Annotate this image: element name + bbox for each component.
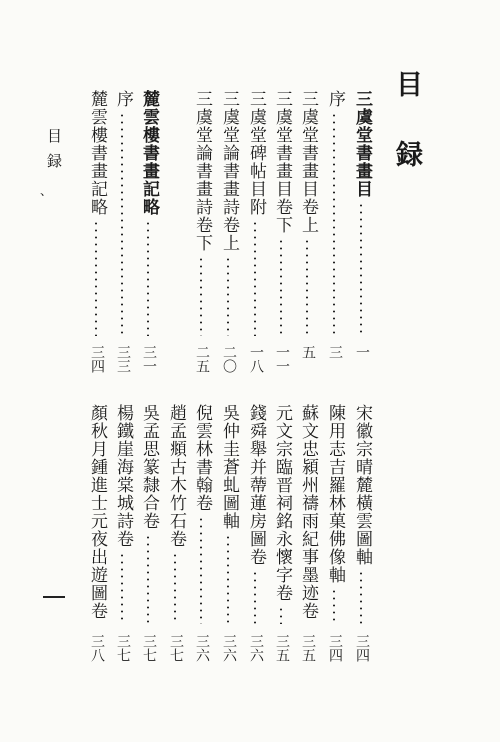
toc-entry-title: 元文宗臨晋祠銘永懷字卷: [272, 404, 292, 602]
toc-entry-title: 錢舜舉并蔕蓮房圖卷: [246, 404, 266, 566]
toc-entry[interactable]: [137, 90, 161, 385]
toc-entry-title: 序: [113, 90, 133, 108]
toc-entry-title: 倪雲林書翰卷: [192, 404, 212, 512]
toc-entry-title: 三虞堂書畫目: [352, 90, 372, 198]
toc-page-number: 一一: [274, 345, 290, 373]
toc-page-number: 三七: [168, 634, 184, 662]
toc-entry-title: 三虞堂書畫目卷下: [272, 90, 292, 234]
toc-page-number: 三六: [194, 634, 210, 662]
toc-page-number: 三七: [141, 634, 157, 662]
toc-entry[interactable]: [350, 90, 374, 385]
toc-entry-title: 三虞堂碑帖目附: [246, 90, 266, 216]
toc-entry-title: 三虞堂論書畫詩卷下: [192, 90, 212, 252]
toc-leader-dots: [360, 570, 362, 624]
toc-entry[interactable]: [111, 404, 135, 674]
toc-page-number: 一: [354, 345, 370, 359]
toc-entry-title: 蘇文忠潁州禱雨紀事墨迹卷: [298, 404, 318, 620]
toc-page-number: 三四: [89, 345, 105, 373]
toc-leader-dots: [227, 256, 229, 336]
folio-number: [43, 596, 65, 598]
toc-page-number: 三四: [354, 634, 370, 662]
toc-leader-dots: [280, 238, 282, 336]
toc-entry-title: 陳用志吉羅林菓佛像軸: [325, 404, 345, 584]
toc-page-number: 三: [327, 345, 343, 359]
toc-leader-dots: [200, 516, 202, 624]
toc-entry[interactable]: [296, 404, 320, 674]
toc-page-number: 三七: [115, 634, 131, 662]
toc-leader-dots: [147, 220, 149, 336]
toc-entry-title: 三虞堂書畫目卷上: [298, 90, 318, 234]
toc-entry[interactable]: [270, 404, 294, 674]
toc-entry[interactable]: [85, 90, 109, 385]
toc-leader-dots: [95, 220, 97, 336]
toc-leader-dots: [174, 552, 176, 624]
toc-entry[interactable]: [244, 90, 268, 385]
toc-page-number: 三六: [221, 634, 237, 662]
margin-mark: 、: [40, 184, 53, 198]
toc-leader-dots: [227, 534, 229, 624]
toc-entry[interactable]: [217, 404, 241, 674]
toc-page-number: 三三: [115, 345, 131, 373]
toc-leader-dots: [280, 606, 282, 624]
toc-entry[interactable]: [244, 404, 268, 674]
toc-page-number: 三五: [274, 634, 290, 662]
toc-page-number: 三一: [141, 345, 157, 373]
toc-leader-dots: [333, 588, 335, 624]
toc-entry[interactable]: [111, 90, 135, 385]
toc-page-number: 三六: [248, 634, 264, 662]
toc-entry-title: 宋徽宗晴麓橫雲圖軸: [352, 404, 372, 566]
toc-page-number: 三八: [89, 634, 105, 662]
toc-entry[interactable]: [217, 90, 241, 385]
toc-entry-title: 趙孟頫古木竹石卷: [166, 404, 186, 548]
toc-page-number: 三四: [327, 634, 343, 662]
running-header: 目録: [45, 128, 63, 178]
toc-leader-dots: [333, 112, 335, 336]
toc-entry[interactable]: [270, 90, 294, 385]
toc-entry[interactable]: [190, 404, 214, 674]
toc-entry-title: 吳孟思篆隸合卷: [139, 404, 159, 530]
toc-entry[interactable]: [350, 404, 374, 674]
toc-leader-dots: [360, 202, 362, 336]
toc-leader-dots: [254, 220, 256, 336]
toc-leader-dots: [306, 238, 308, 336]
page-title: 目 録: [391, 70, 422, 175]
toc-entry-title: 序: [325, 90, 345, 108]
toc-entry-title: 麓雲樓書畫記略: [87, 90, 107, 216]
toc-page-number: 三五: [300, 634, 316, 662]
toc-leader-dots: [254, 570, 256, 624]
toc-entry-title: 麓雲樓書畫記略: [139, 90, 159, 216]
toc-page-number: 二〇: [221, 345, 237, 373]
toc-entry-title: 楊鐵崖海棠城詩卷: [113, 404, 133, 548]
toc-entry-title: 顏秋月鍾進士元夜出遊圖卷: [87, 404, 107, 620]
toc-leader-dots: [121, 552, 123, 624]
toc-entry[interactable]: [323, 90, 347, 385]
toc-page-number: 五: [300, 345, 316, 359]
toc-leader-dots: [121, 112, 123, 336]
toc-entry[interactable]: [164, 404, 188, 674]
toc-leader-dots: [147, 534, 149, 624]
toc-page-number: 二五: [194, 345, 210, 373]
toc-leader-dots: [200, 256, 202, 336]
toc-entry[interactable]: [190, 90, 214, 385]
toc-entry-title: 三虞堂論書畫詩卷上: [219, 90, 239, 252]
toc-entry-title: 吳仲圭蒼虬圖軸: [219, 404, 239, 530]
toc-entry[interactable]: [296, 90, 320, 385]
toc-entry[interactable]: [137, 404, 161, 674]
toc-entry[interactable]: [85, 404, 109, 674]
toc-entry[interactable]: [323, 404, 347, 674]
toc-page-number: 一八: [248, 345, 264, 373]
